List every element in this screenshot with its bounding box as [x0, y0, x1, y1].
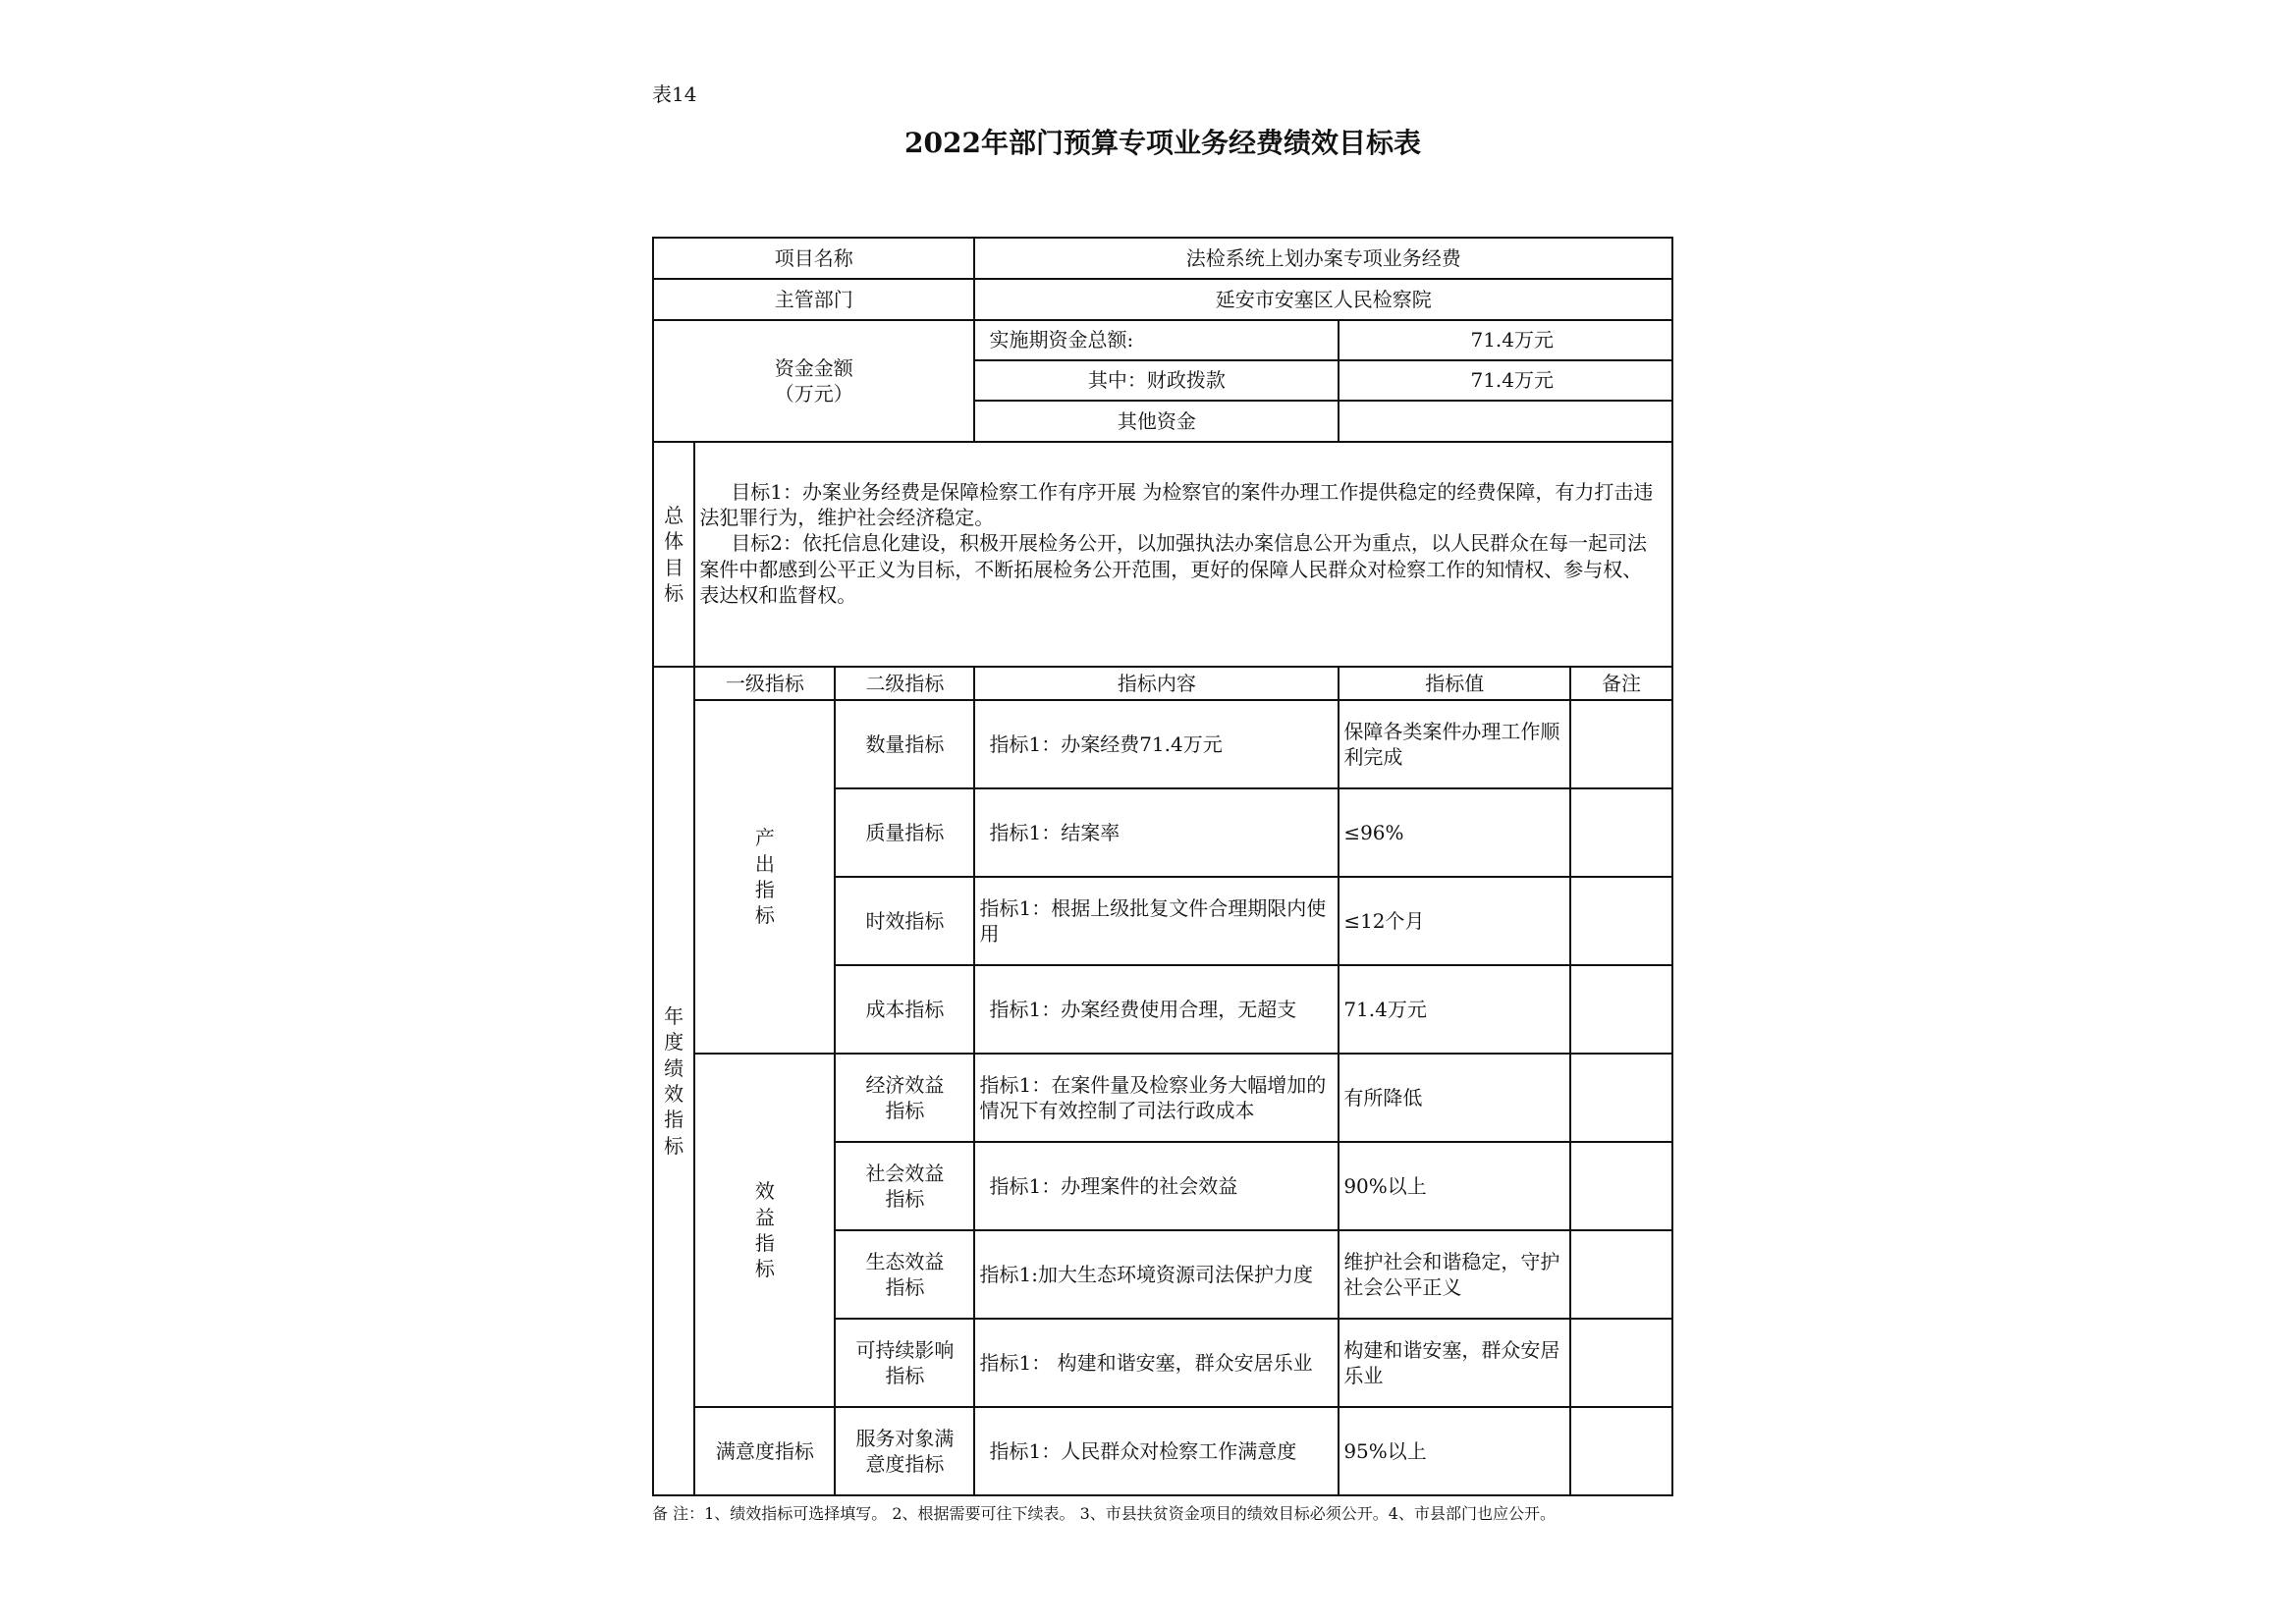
annual-label-char: 年: [664, 1003, 684, 1028]
level2-cell: 时效指标: [835, 877, 974, 965]
note-cell: [1570, 700, 1672, 788]
header-level1: 一级指标: [694, 667, 835, 700]
level1-char: 标: [754, 903, 775, 928]
content-cell: 指标1：办理案件的社会效益: [974, 1142, 1339, 1230]
overall-goal-char: 标: [664, 580, 684, 605]
level2-cell: 经济效益指标: [835, 1054, 974, 1142]
level2-cell: 社会效益指标: [835, 1142, 974, 1230]
level1-char: 指: [754, 1231, 775, 1255]
level2-cell: 服务对象满意度指标: [835, 1407, 974, 1495]
annual-indicator-label: [653, 667, 694, 1495]
funds-total-label: 实施期资金总额:: [974, 320, 1339, 360]
funds-label: [653, 320, 974, 442]
value-cell: ≤12个月: [1339, 877, 1570, 965]
goal-paragraph-2: 目标2：依托信息化建设，积极开展检务公开，以加强执法办案信息公开为重点，以人民群众在每一起司法案件中都感到公平正义为目标，不断拓展检务公开范围，更好的保障人民群众对检察工作的知情权、参与权、表达权和监督权。: [699, 531, 1648, 608]
funds-label-line2: （万元）: [774, 382, 853, 406]
level1-char: 产: [754, 826, 775, 850]
annual-label-char: 指: [664, 1108, 684, 1132]
table-row: [653, 1054, 1672, 1142]
overall-goal-char: 总: [664, 503, 684, 527]
level2-cell: 成本指标: [835, 965, 974, 1054]
content-cell: 指标1：结案率: [974, 788, 1339, 877]
header-note: 备注: [1570, 667, 1672, 700]
note-cell: [1570, 1054, 1672, 1142]
content-cell: 指标1： 构建和谐安塞，群众安居乐业: [974, 1319, 1339, 1407]
annual-label-char: 标: [664, 1133, 684, 1158]
level2-cell: 生态效益指标: [835, 1230, 974, 1319]
content-cell: 指标1：人民群众对检察工作满意度: [974, 1407, 1339, 1495]
value-cell: 维护社会和谐稳定，守护社会公平正义: [1339, 1230, 1570, 1319]
table-row: [653, 1407, 1672, 1495]
content-cell: 指标1：办案经费71.4万元: [974, 700, 1339, 788]
department-value: 延安市安塞区人民检察院: [974, 279, 1672, 320]
level2-cell: 质量指标: [835, 788, 974, 877]
value-cell: 保障各类案件办理工作顺利完成: [1339, 700, 1570, 788]
level2-cell: 数量指标: [835, 700, 974, 788]
header-value: 指标值: [1339, 667, 1570, 700]
project-name-label: 项目名称: [653, 238, 974, 279]
level1-char: 益: [754, 1205, 775, 1229]
level2-cell: 可持续影响指标: [835, 1319, 974, 1407]
note-cell: [1570, 788, 1672, 877]
funds-label-line1: 资金金额: [774, 355, 853, 380]
level1-char: 出: [754, 851, 775, 876]
department-label: 主管部门: [653, 279, 974, 320]
value-cell: 95%以上: [1339, 1407, 1570, 1495]
annual-label-char: 效: [664, 1082, 684, 1106]
level1-char: 标: [754, 1257, 775, 1281]
overall-goal-char: 目: [664, 555, 684, 579]
table-number: 表14: [652, 82, 697, 106]
footnote: 备 注：1、绩效指标可选择填写。 2、根据需要可往下续表。 3、市县扶贫资金项目的绩效目标必须公开。4、市县部门也应公开。: [652, 1504, 1556, 1523]
content-cell: 指标1：办案经费使用合理，无超支: [974, 965, 1339, 1054]
table-row: [653, 700, 1672, 788]
value-cell: 构建和谐安塞，群众安居乐业: [1339, 1319, 1570, 1407]
content-cell: 指标1：在案件量及检察业务大幅增加的情况下有效控制了司法行政成本: [974, 1054, 1339, 1142]
header-level2: 二级指标: [835, 667, 974, 700]
note-cell: [1570, 965, 1672, 1054]
content-cell: 指标1:加大生态环境资源司法保护力度: [974, 1230, 1339, 1319]
funds-total-value: 71.4万元: [1339, 320, 1672, 360]
note-cell: [1570, 1142, 1672, 1230]
funds-other-label: 其他资金: [974, 401, 1339, 442]
note-cell: [1570, 1407, 1672, 1495]
content-cell: 指标1：根据上级批复文件合理期限内使用: [974, 877, 1339, 965]
funds-fiscal-label: 其中：财政拨款: [974, 360, 1339, 401]
level1-char: 指: [754, 878, 775, 901]
funds-fiscal-value: 71.4万元: [1339, 360, 1672, 401]
overall-goal-label: [653, 442, 694, 667]
project-name-value: 法检系统上划办案专项业务经费: [974, 238, 1672, 279]
note-cell: [1570, 1230, 1672, 1319]
value-cell: 有所降低: [1339, 1054, 1570, 1142]
value-cell: 71.4万元: [1339, 965, 1570, 1054]
annual-label-char: 度: [664, 1030, 684, 1055]
value-cell: 90%以上: [1339, 1142, 1570, 1230]
note-cell: [1570, 1319, 1672, 1407]
note-cell: [1570, 877, 1672, 965]
satisfaction-indicator-label: 满意度指标: [694, 1407, 835, 1495]
overall-goal-char: 体: [664, 529, 684, 554]
page-title: 2022年部门预算专项业务经费绩效目标表: [904, 127, 1421, 159]
overall-goal-text: [694, 442, 1672, 667]
annual-label-char: 绩: [664, 1056, 684, 1080]
output-indicator-label: [694, 700, 835, 1054]
funds-other-value: [1339, 401, 1672, 442]
level1-char: 效: [754, 1179, 775, 1204]
goal-paragraph-1: 目标1：办案业务经费是保障检察工作有序开展 为检察官的案件办理工作提供稳定的经费保障，有力打击违法犯罪行为，维护社会经济稳定。: [699, 479, 1654, 529]
value-cell: ≤96%: [1339, 788, 1570, 877]
performance-table: [652, 237, 1673, 1496]
benefit-indicator-label: [694, 1054, 835, 1407]
header-content: 指标内容: [974, 667, 1339, 700]
